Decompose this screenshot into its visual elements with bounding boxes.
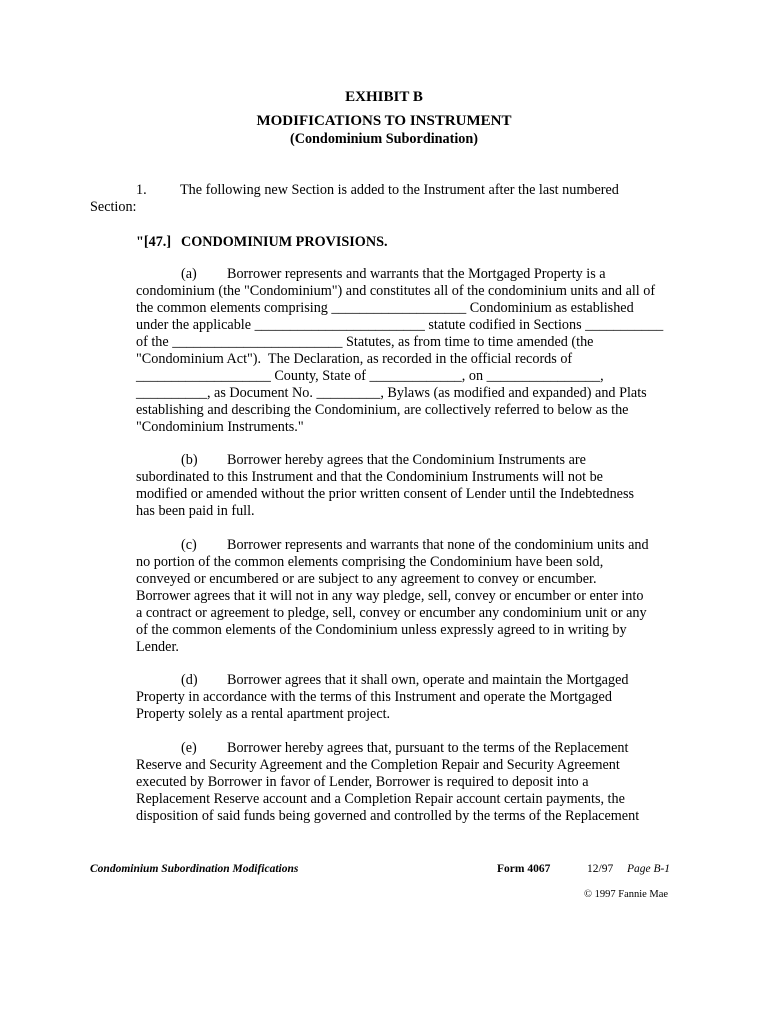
paragraph-e-label: (e) xyxy=(181,740,197,756)
document-title: MODIFICATIONS TO INSTRUMENT xyxy=(256,113,512,129)
paragraph-b xyxy=(136,452,634,520)
paragraph-a-line: condominium (the "Condominium") and constitutes all of the condominium units and all of xyxy=(136,283,656,299)
paragraph-d-line: Property solely as a rental apartment project. xyxy=(136,706,391,722)
paragraph-c xyxy=(136,537,649,656)
paragraph-b-label: (b) xyxy=(181,452,198,468)
paragraph-c-line: of the common elements of the Condominium unless expressly agreed to in writing by xyxy=(136,622,627,638)
paragraph-a-line: "Condominium Act"). The Declaration, as recorded in the official records of xyxy=(136,351,573,367)
section-number: "[47.] xyxy=(136,234,172,250)
paragraph-d-line: Borrower agrees that it shall own, operate and maintain the Mortgaged xyxy=(227,672,629,688)
paragraph-a-line: under the applicable ________________________ statute codified in Sections ___________ xyxy=(136,317,664,333)
paragraph-a-line: ___________________ County, State of _____________, on ________________, xyxy=(136,368,604,384)
footer-date-page xyxy=(587,863,670,875)
footer-document-name: Condominium Subordination Modifications xyxy=(90,863,299,875)
paragraph-a-line: the common elements comprising ___________________ Condominium as established xyxy=(136,300,634,316)
paragraph-c-line: Borrower agrees that it will not in any way pledge, sell, convey or encumber or enter into xyxy=(136,588,644,604)
paragraph-a-line: of the ________________________ Statutes, as from time to time amended (the xyxy=(136,334,594,350)
exhibit-title: EXHIBIT B xyxy=(345,89,423,105)
footer-copyright: © 1997 Fannie Mae xyxy=(584,889,669,900)
paragraph-b-line: subordinated to this Instrument and that the Condominium Instruments will not be xyxy=(136,469,603,485)
footer-page-number: Page B-1 xyxy=(626,863,671,875)
footer-form-number: Form 4067 xyxy=(497,863,551,875)
document-subtitle: (Condominium Subordination) xyxy=(289,131,479,147)
paragraph-e-line: Borrower hereby agrees that, pursuant to the terms of the Replacement xyxy=(227,740,629,756)
paragraph-d xyxy=(136,672,628,723)
intro-text-line-2: Section: xyxy=(90,199,137,215)
paragraph-e-line: disposition of said funds being governed and controlled by the terms of the Replacement xyxy=(136,808,640,824)
paragraph-e-line: Replacement Reserve account and a Completion Repair account certain payments, the xyxy=(136,791,625,807)
paragraph-a-line: Borrower represents and warrants that the Mortgaged Property is a xyxy=(227,266,606,282)
paragraph-d-label: (d) xyxy=(181,672,198,688)
intro-text-line-1: The following new Section is added to the Instrument after the last numbered xyxy=(180,182,619,198)
paragraph-a-line: __________, as Document No. _________, Bylaws (as modified and expanded) and Plats xyxy=(136,385,647,401)
paragraph-e-line: executed by Borrower in favor of Lender, Borrower is required to deposit into a xyxy=(136,774,589,790)
paragraph-c-line: conveyed or encumbered or are subject to any agreement to convey or encumber. xyxy=(136,571,597,587)
paragraph-b-line: Borrower hereby agrees that the Condominium Instruments are xyxy=(227,452,586,468)
paragraph-b-line: has been paid in full. xyxy=(136,503,255,519)
paragraph-a-line: "Condominium Instruments." xyxy=(136,419,304,435)
paragraph-d-line: Property in accordance with the terms of this Instrument and operate the Mortgaged xyxy=(136,689,612,705)
paragraph-a-label: (a) xyxy=(181,266,197,282)
footer-date: 12/97 xyxy=(587,863,614,875)
paragraph-e-line: Reserve and Security Agreement and the Completion Repair and Security Agreement xyxy=(136,757,620,773)
paragraph-c-line: no portion of the common elements comprising the Condominium have been sold, xyxy=(136,554,604,570)
paragraph-c-line: Lender. xyxy=(136,639,179,655)
paragraph-a-line: establishing and describing the Condominium, are collectively referred to below as the xyxy=(136,402,629,418)
paragraph-a xyxy=(136,266,663,436)
paragraph-c-line: Borrower represents and warrants that none of the condominium units and xyxy=(227,537,649,553)
paragraph-b-line: modified or amended without the prior written consent of Lender until the Indebtedness xyxy=(136,486,635,502)
intro-number: 1. xyxy=(136,182,147,198)
paragraph-e xyxy=(136,740,639,825)
paragraph-c-line: a contract or agreement to pledge, sell, convey or encumber any condominium unit or any xyxy=(136,605,647,621)
section-heading: CONDOMINIUM PROVISIONS. xyxy=(181,234,388,250)
paragraph-c-label: (c) xyxy=(181,537,197,553)
